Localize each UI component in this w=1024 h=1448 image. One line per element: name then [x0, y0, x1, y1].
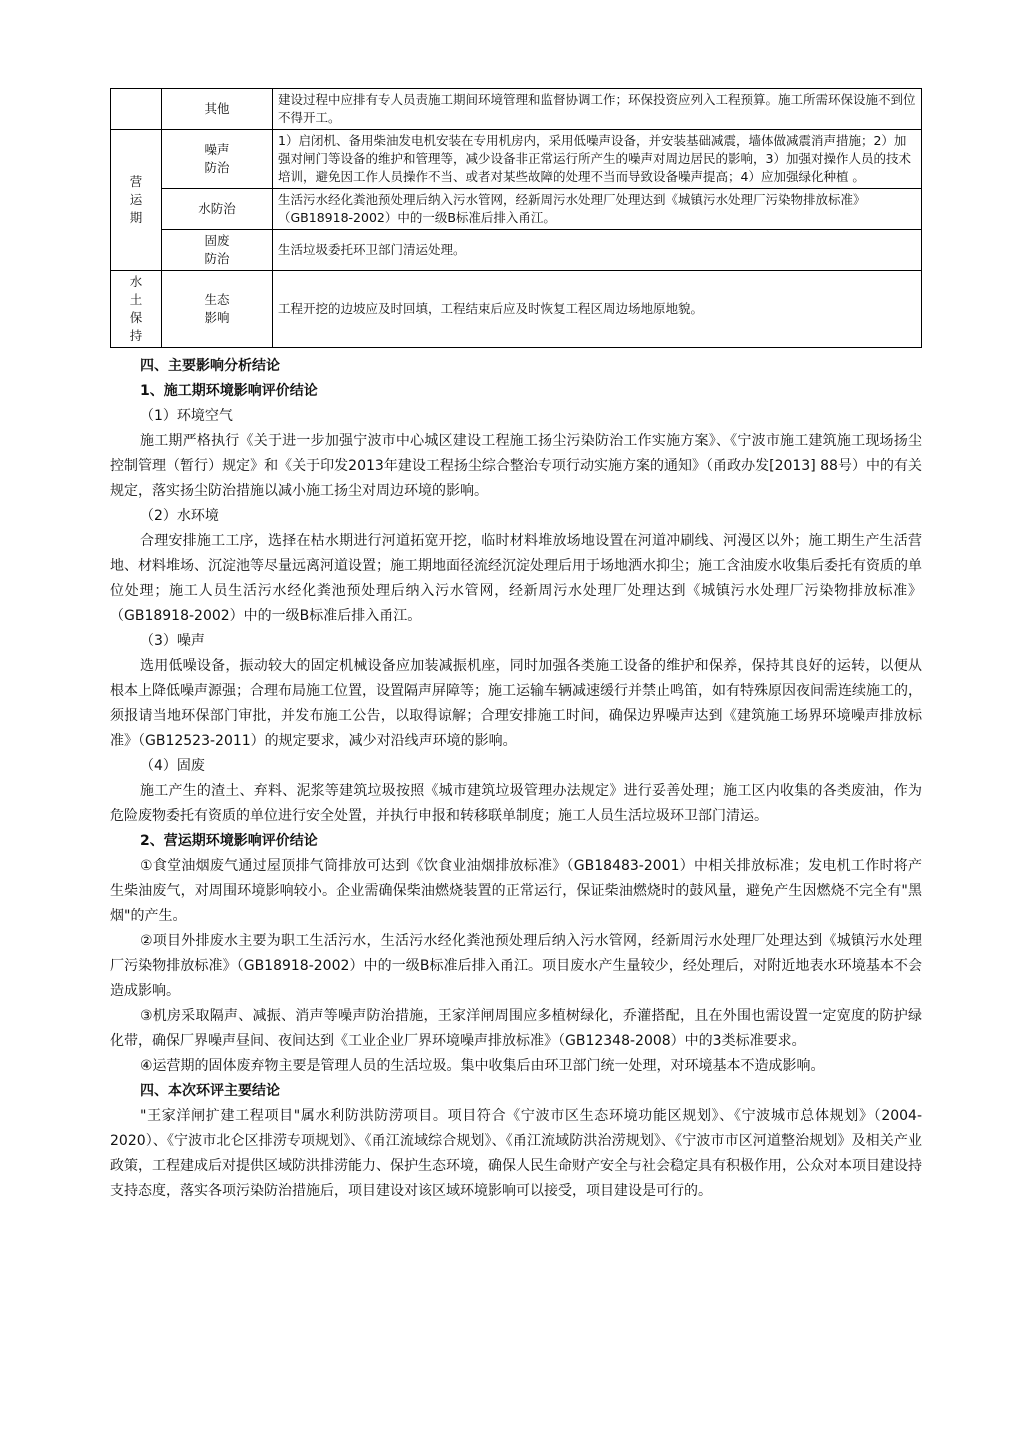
table-item-cell: 生态影响	[162, 271, 273, 348]
table-section-cell: 营运期	[111, 130, 162, 271]
paragraph: ④运营期的固体废弃物主要是管理人员的生活垃圾。集中收集后由环卫部门统一处理，对环境基本不造成影响。	[140, 1058, 825, 1074]
paragraph: 施工产生的渣土、弃料、泥浆等建筑垃圾按照《城市建筑垃圾管理办法规定》进行妥善处理；施工区内收集的各类废油，作为危险废物委托有资质的单位进行安全处置，并执行申报和转移联单制度；施工人员生活垃圾环卫部门清运。	[110, 783, 922, 824]
paragraph: 施工期严格执行《关于进一步加强宁波市中心城区建设工程施工扬尘污染防治工作实施方案》、《宁波市施工建筑施工现场扬尘控制管理（暂行）规定》和《关于印发2013年建设工程扬尘综合整治专项行动实施方案的通知》（甬政办发[2013] 88号）中的有关规定，落实扬尘防治措施以减小施工扬尘对周边环境的影响。	[110, 433, 922, 499]
item-heading: （4）固废	[140, 758, 205, 774]
paragraph: "王家洋闸扩建工程项目"属水利防洪防涝项目。项目符合《宁波市区生态环境功能区规划》、《宁波城市总体规划》（2004-2020）、《宁波市北仑区排涝专项规划》、《甬江流域综合规划》、《甬江流域防洪治涝规划》、《宁波市市区河道整治规划》及相关产业政策，工程建成后对提供区域防洪排涝能力、保护生态环境，确保人民生命财产安全与社会稳定具有积极作用，公众对本项目建设持支持态度，落实各项污染防治措施后，项目建设对该区域环境影响可以接受，项目建设是可行的。	[110, 1108, 922, 1199]
table-item-cell: 噪声防治	[162, 130, 273, 189]
item-heading: （1）环境空气	[140, 408, 233, 424]
table-item-cell: 其他	[162, 89, 273, 130]
table-item-cell: 固废防治	[162, 230, 273, 271]
table-row	[111, 89, 922, 130]
table-content-cell: 生活污水经化粪池预处理后纳入污水管网，经新周污水处理厂处理达到《城镇污水处理厂污染物排放标准》（GB18918-2002）中的一级B标准后排入甬江。	[273, 189, 922, 230]
table-row	[111, 230, 922, 271]
subsection-heading: 1、施工期环境影响评价结论	[140, 383, 318, 399]
document-page	[110, 88, 922, 1204]
section-heading: 四、本次环评主要结论	[140, 1083, 280, 1099]
item-heading: （2）水环境	[140, 508, 219, 524]
paragraph: 合理安排施工工序，选择在枯水期进行河道拓宽开挖，临时材料堆放场地设置在河道冲刷线、河漫区以外；施工期生产生活营地、材料堆场、沉淀池等尽量远离河道设置；施工期地面径流经沉淀处理后用于场地洒水抑尘；施工含油废水收集后委托有资质的单位处理；施工人员生活污水经化粪池预处理后纳入污水管网，经新周污水处理厂处理达到《城镇污水处理厂污染物排放标准》（GB18918-2002）中的一级B标准后排入甬江。	[110, 533, 922, 624]
document-body	[110, 354, 922, 1204]
paragraph: ①食堂油烟废气通过屋顶排气筒排放可达到《饮食业油烟排放标准》（GB18483-2001）中相关排放标准；发电机工作时将产生柴油废气，对周围环境影响较小。企业需确保柴油燃烧装置的正常运行，保证柴油燃烧时的鼓风量，避免产生因燃烧不完全有"黑烟"的产生。	[110, 858, 922, 924]
paragraph: 选用低噪设备，振动较大的固定机械设备应加装减振机座，同时加强各类施工设备的维护和保养，保持其良好的运转，以便从根本上降低噪声源强；合理布局施工位置，设置隔声屏障等；施工运输车辆减速缓行并禁止鸣笛，如有特殊原因夜间需连续施工的，须报请当地环保部门审批，并发布施工公告，以取得谅解；合理安排施工时间，确保边界噪声达到《建筑施工场界环境噪声排放标准》（GB12523-2011）的规定要求，减少对沿线声环境的影响。	[110, 658, 922, 749]
table-row	[111, 130, 922, 189]
subsection-heading: 2、营运期环境影响评价结论	[140, 833, 318, 849]
table-section-cell: 水土保持	[111, 271, 162, 348]
table-section-cell	[111, 89, 162, 130]
table-content-cell: 建设过程中应排有专人员责施工期间环境管理和监督协调工作；环保投资应列入工程预算。施工所需环保设施不到位不得开工。	[273, 89, 922, 130]
paragraph: ③机房采取隔声、减振、消声等噪声防治措施，王家洋闸周围应多植树绿化，乔灌搭配，且在外围也需设置一定宽度的防护绿化带，确保厂界噪声昼间、夜间达到《工业企业厂界环境噪声排放标准》（GB12348-2008）中的3类标准要求。	[110, 1008, 922, 1049]
section-heading: 四、主要影响分析结论	[140, 358, 280, 374]
paragraph: ②项目外排废水主要为职工生活污水，生活污水经化粪池预处理后纳入污水管网，经新周污水处理厂处理达到《城镇污水处理厂污染物排放标准》（GB18918-2002）中的一级B标准后排入甬江。项目废水产生量较少，经处理后，对附近地表水环境基本不会造成影响。	[110, 933, 922, 999]
table-row	[111, 189, 922, 230]
table-row	[111, 271, 922, 348]
item-heading: （3）噪声	[140, 633, 205, 649]
measures-table	[110, 88, 922, 348]
table-content-cell: 生活垃圾委托环卫部门清运处理。	[273, 230, 922, 271]
table-content-cell: 工程开挖的边坡应及时回填，工程结束后应及时恢复工程区周边场地原地貌。	[273, 271, 922, 348]
table-content-cell: 1）启闭机、备用柴油发电机安装在专用机房内，采用低噪声设备，并安装基础减震，墙体做减震消声措施；2）加强对闸门等设备的维护和管理等，减少设备非正常运行所产生的噪声对周边居民的影响，3）加强对操作人员的技术培训，避免因工作人员操作不当、或者对某些故障的处理不当而导致设备噪声提高；4）应加强绿化种植 。	[273, 130, 922, 189]
table-item-cell: 水防治	[162, 189, 273, 230]
